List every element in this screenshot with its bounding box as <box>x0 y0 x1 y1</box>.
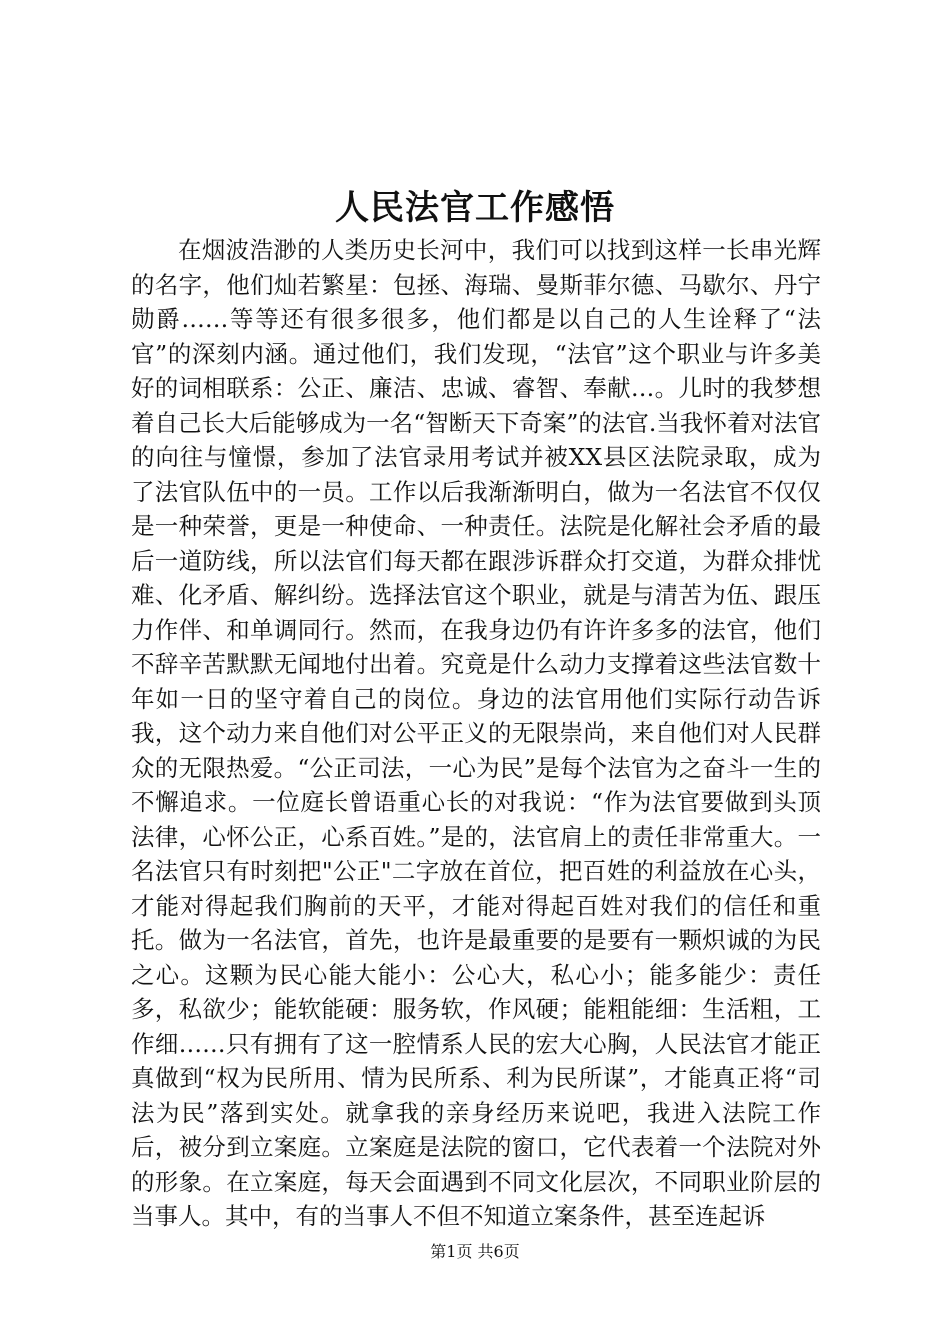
page-number-footer: 第1页 共6页 <box>430 1242 520 1261</box>
document-title: 人民法官工作感悟 <box>335 188 615 228</box>
body-paragraph: 在烟波浩渺的人类历史长河中，我们可以找到这样一长串光辉的名字，他们灿若繁星：包拯、海瑞、曼斯菲尔德、马歇尔、丹宁勋爵……等等还有很多很多，他们都是以自己的人生诠释了“法官”的深刻内涵。通过他们，我们发现，“法官”这个职业与许多美好的词相联系：公正、廉洁、忠诚、睿智、奉献…。儿时的我梦想着自己长大后能够成为一名“智断天下奇案”的法官.当我怀着对法官的向往与憧憬，参加了法官录用考试并被XX县区法院录取，成为了法官队伍中的一员。工作以后我渐渐明白，做为一名法官不仅仅是一种荣誉，更是一种使命、一种责任。法院是化解社会矛盾的最后一道防线，所以法官们每天都在跟涉诉群众打交道，为群众排忧难、化矛盾、解纠纷。选择法官这个职业，就是与清苦为伍、跟压力作伴、和单调同行。然而，在我身边仍有许许多多的法官，他们不辞辛苦默默无闻地付出着。究竟是什么动力支撑着这些法官数十年如一日的坚守着自己的岗位。身边的法官用他们实际行动告诉我，这个动力来自他们对公平正义的无限崇尚，来自他们对人民群众的无限热爱。“公正司法，一心为民”是每个法官为之奋斗一生的不懈追求。一位庭长曾语重心长的对我说：“作为法官要做到头顶法律，心怀公正，心系百姓。”是的，法官肩上的责任非常重大。一名法官只有时刻把"公正"二字放在首位，把百姓的利益放在心头，才能对得起我们胸前的天平，才能对得起百姓对我们的信任和重托。做为一名法官，首先，也许是最重要的是要有一颗炽诚的为民之心。这颗为民心能大能小：公心大，私心小；能多能少：责任多，私欲少；能软能硬：服务软，作风硬；能粗能细：生活粗，工作细……只有拥有了这一腔情系人民的宏大心胸，人民法官才能正真做到“权为民所用、情为民所系、利为民所谋”，才能真正将“司法为民”落到实处。就拿我的亲身经历来说吧，我进入法院工作后，被分到立案庭。立案庭是法院的窗口，它代表着一个法院对外的形象。在立案庭，每天会面遇到不同文化层次，不同职业阶层的当事人。其中，有的当事人不但不知道立案条件，甚至连起诉 <box>131 236 821 1230</box>
